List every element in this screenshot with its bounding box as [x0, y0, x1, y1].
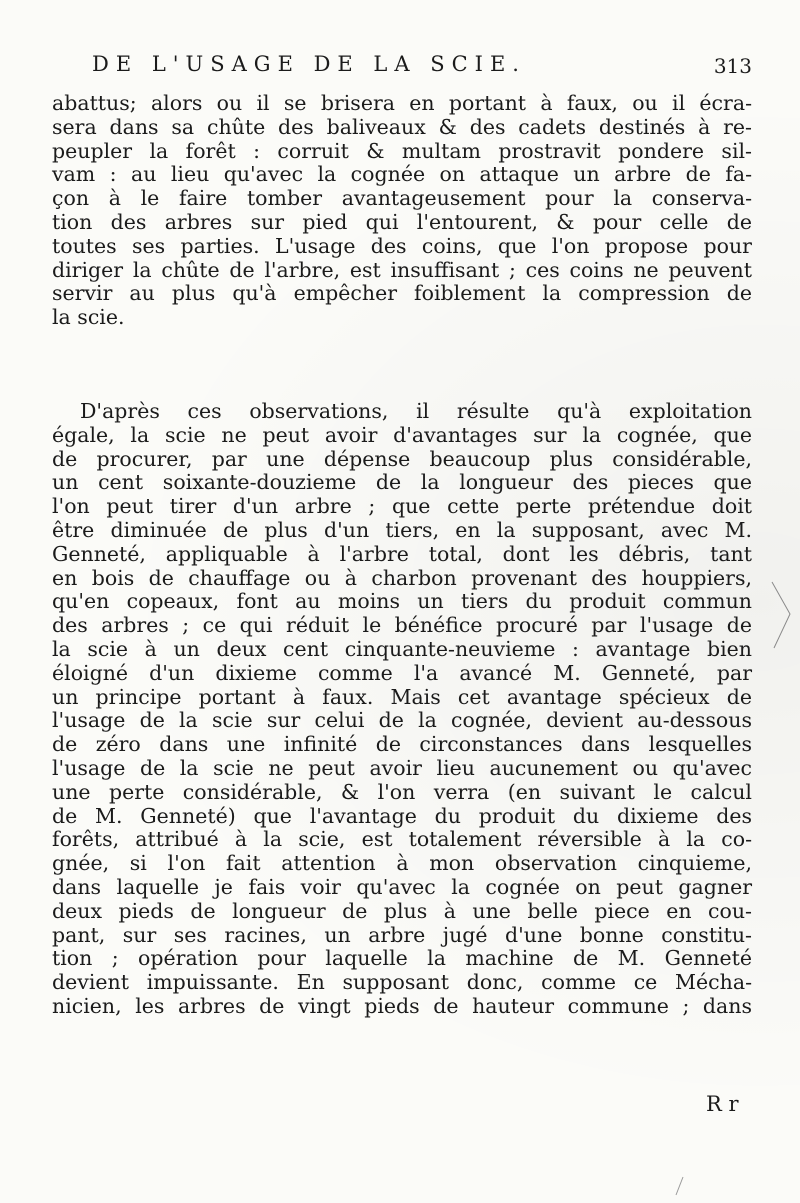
paragraph-2	[52, 400, 752, 1019]
text-line: Genneté, appliquable à l'arbre total, dont les débris, tant	[52, 541, 752, 566]
text-line: un principe portant à faux. Mais cet avantage spécieux de	[52, 684, 752, 709]
text-line: D'après ces observations, il résulte qu'à exploitation	[80, 399, 752, 423]
text-line: forêts, attribué à la scie, est totalement réversible à la co-	[52, 827, 752, 852]
catchword: R r	[706, 1092, 739, 1116]
text-line: la scie à un deux cent cinquante-neuvieme : avantage bien	[52, 636, 752, 661]
text-line: de M. Genneté) que l'avantage du produit du dixieme des	[52, 803, 752, 828]
text-line: sera dans sa chûte des baliveaux & des cadets destinés à re-	[52, 114, 752, 139]
text-line: en bois de chauffage ou à charbon provenant des houppiers,	[52, 565, 752, 590]
text-line: l'usage de la scie sur celui de la cognée, devient au-dessous	[52, 708, 752, 733]
margin-pencil-mark	[770, 580, 792, 650]
text-line: des arbres ; ce qui réduit le bénéfice procuré par l'usage de	[52, 613, 752, 638]
text-line: vam : au lieu qu'avec la cognée on attaque un arbre de fa-	[52, 162, 752, 187]
text-line: tion ; opération pour laquelle la machine de M. Genneté	[52, 946, 752, 971]
text-line: nicien, les arbres de vingt pieds de hauteur commune ; dans	[52, 993, 752, 1018]
text-line: deux pieds de longueur de plus à une belle piece en cou-	[52, 898, 752, 923]
text-line: de procurer, par une dépense beaucoup plus considérable,	[52, 446, 752, 471]
text-line: diriger la chûte de l'arbre, est insuffisant ; ces coins ne peuvent	[52, 257, 752, 282]
text-line: éloigné d'un dixieme comme l'a avancé M. Genneté, par	[52, 660, 752, 685]
text-line: la scie.	[52, 305, 125, 330]
running-head	[52, 52, 752, 82]
page-number: 313	[713, 54, 752, 78]
text-line: abattus; alors ou il se brisera en portant à faux, ou il écra-	[52, 91, 752, 115]
text-line: une perte considérable, & l'on verra (en suivant le calcul	[52, 779, 752, 804]
text-line: devient impuissante. En supposant donc, comme ce Mécha-	[52, 970, 752, 995]
margin-pencil-mark	[673, 1176, 685, 1196]
text-line: pant, sur ses racines, un arbre jugé d'une bonne constitu-	[52, 922, 752, 947]
text-line: çon à le faire tomber avantageusement pour la conserva-	[52, 186, 752, 211]
text-line: dans laquelle je fais voir qu'avec la cognée on peut gagner	[52, 874, 752, 899]
text-line: gnée, si l'on fait attention à mon observation cinquieme,	[52, 851, 752, 876]
text-line: peupler la forêt : corruit & multam prostravit pondere sil-	[52, 138, 752, 163]
running-title: DE L'USAGE DE LA SCIE.	[92, 52, 526, 76]
text-line: un cent soixante-douzieme de la longueur des pieces que	[52, 470, 752, 495]
text-line: l'usage de la scie ne peut avoir lieu aucunement ou qu'avec	[52, 755, 752, 780]
text-line: égale, la scie ne peut avoir d'avantages sur la cognée, que	[52, 422, 752, 447]
text-line: toutes ses parties. L'usage des coins, que l'on propose pour	[52, 233, 752, 258]
text-line: qu'en copeaux, font au moins un tiers du produit commun	[52, 589, 752, 614]
text-line: être diminuée de plus d'un tiers, en la supposant, avec M.	[52, 517, 752, 542]
paragraph-1	[52, 92, 752, 330]
text-line: de zéro dans une infinité de circonstances dans lesquelles	[52, 732, 752, 757]
text-line: tion des arbres sur pied qui l'entourent, & pour celle de	[52, 209, 752, 234]
text-line: servir au plus qu'à empêcher foiblement la compression de	[52, 281, 752, 306]
text-line: l'on peut tirer d'un arbre ; que cette perte prétendue doit	[52, 494, 752, 519]
